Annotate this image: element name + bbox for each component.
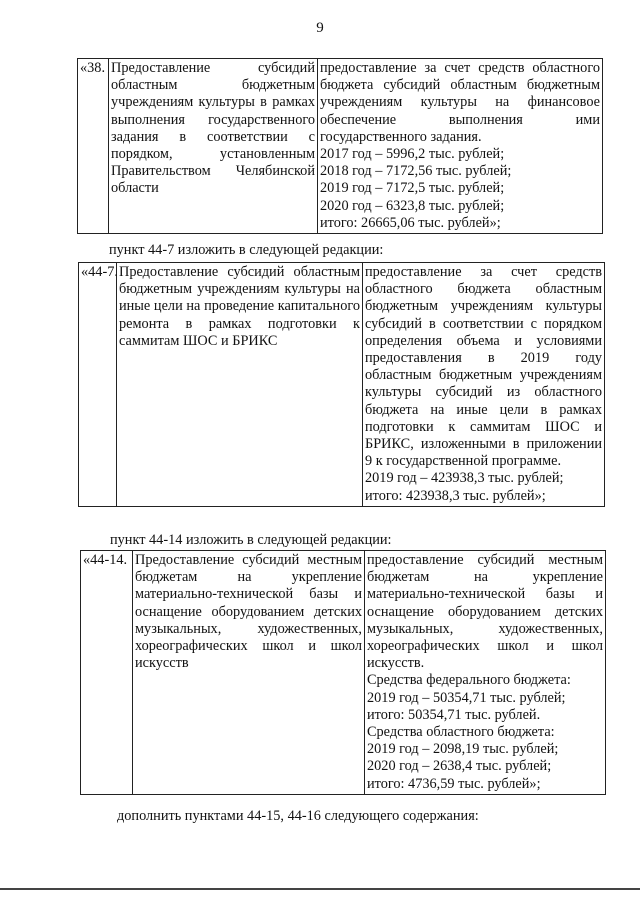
paragraph-item-44-14: пункт 44-14 изложить в следующей редакции: bbox=[110, 532, 392, 548]
table-item-44-7 bbox=[78, 262, 605, 507]
amount-line: 2020 год – 6323,8 тыс. рублей; bbox=[320, 197, 505, 214]
paragraph-item-44-7: пункт 44-7 изложить в следующей редакции: bbox=[109, 242, 384, 258]
amount-line: Средства федерального бюджета: bbox=[367, 672, 571, 689]
amount-line: 2019 год – 2098,19 тыс. рублей; bbox=[367, 741, 559, 758]
amount-line: 2018 год – 7172,56 тыс. рублей; bbox=[320, 163, 512, 180]
description-text: предоставление за счет средств областного бюджета областным бюджетным учреждениям культуры субсидий в соответствии с порядком определения объема и условиями предоставления в 2019 году областным бюджетным учреждениям культуры субсидий из областного бюджета на иные цели в рамках подготовки к саммитам ШОС и БРИКС, изложенными в приложении 9 к государственной программе. bbox=[365, 264, 602, 470]
amount-line: итого: 4736,59 тыс. рублей»; bbox=[367, 775, 541, 792]
amount-line: 2019 год – 7172,5 тыс. рублей; bbox=[320, 180, 505, 197]
item-name: Предоставление субсидий местным бюджетам на укрепление материально-технической базы и оснащение оборудованием детских музыкальных, художественных, хореографических школ и школ искусств bbox=[133, 551, 365, 795]
amount-line: итого: 423938,3 тыс. рублей»; bbox=[365, 487, 546, 504]
amount-line: 2017 год – 5996,2 тыс. рублей; bbox=[320, 146, 505, 163]
item-name: Предоставление субсидий областным бюджетным учреждениям культуры в рамках выполнения государственного задания в соответствии с порядком, установленным Правительством Челябинской области bbox=[109, 59, 318, 234]
item-description bbox=[365, 551, 606, 795]
table-row bbox=[78, 59, 603, 234]
amount-line: Средства областного бюджета: bbox=[367, 724, 555, 741]
paragraph-add-items: дополнить пунктами 44-15, 44-16 следующего содержания: bbox=[117, 808, 479, 824]
item-name: Предоставление субсидий областным бюджетным учреждениям культуры на иные цели на проведение капитального ремонта в рамках подготовки к саммитам ШОС и БРИКС bbox=[117, 263, 363, 507]
amount-line: 2019 год – 50354,71 тыс. рублей; bbox=[367, 689, 566, 706]
table-item-44-14 bbox=[80, 550, 606, 795]
table-row bbox=[81, 551, 606, 795]
item-number: «44-7. bbox=[79, 263, 117, 507]
item-description bbox=[318, 59, 603, 234]
amount-line: итого: 50354,71 тыс. рублей. bbox=[367, 706, 541, 723]
item-number: «38. bbox=[78, 59, 109, 234]
description-text: предоставление субсидий местным бюджетам на укрепление материально-технической базы и оснащение оборудованием детских музыкальных, художественных, хореографических школ и школ искусств. bbox=[367, 552, 603, 672]
amount-line: 2020 год – 2638,4 тыс. рублей; bbox=[367, 758, 552, 775]
table-row bbox=[79, 263, 605, 507]
item-number: «44-14. bbox=[81, 551, 133, 795]
item-description bbox=[363, 263, 605, 507]
table-item-38 bbox=[77, 58, 603, 234]
amount-line: 2019 год – 423938,3 тыс. рублей; bbox=[365, 470, 564, 487]
page-bottom-edge bbox=[0, 888, 640, 890]
description-text: предоставление за счет средств областного бюджета субсидий областным бюджетным учреждениям культуры на финансовое обеспечение выполнения ими государственного задания. bbox=[320, 60, 600, 145]
amount-line: итого: 26665,06 тыс. рублей»; bbox=[320, 214, 501, 231]
page-number: 9 bbox=[316, 20, 324, 36]
